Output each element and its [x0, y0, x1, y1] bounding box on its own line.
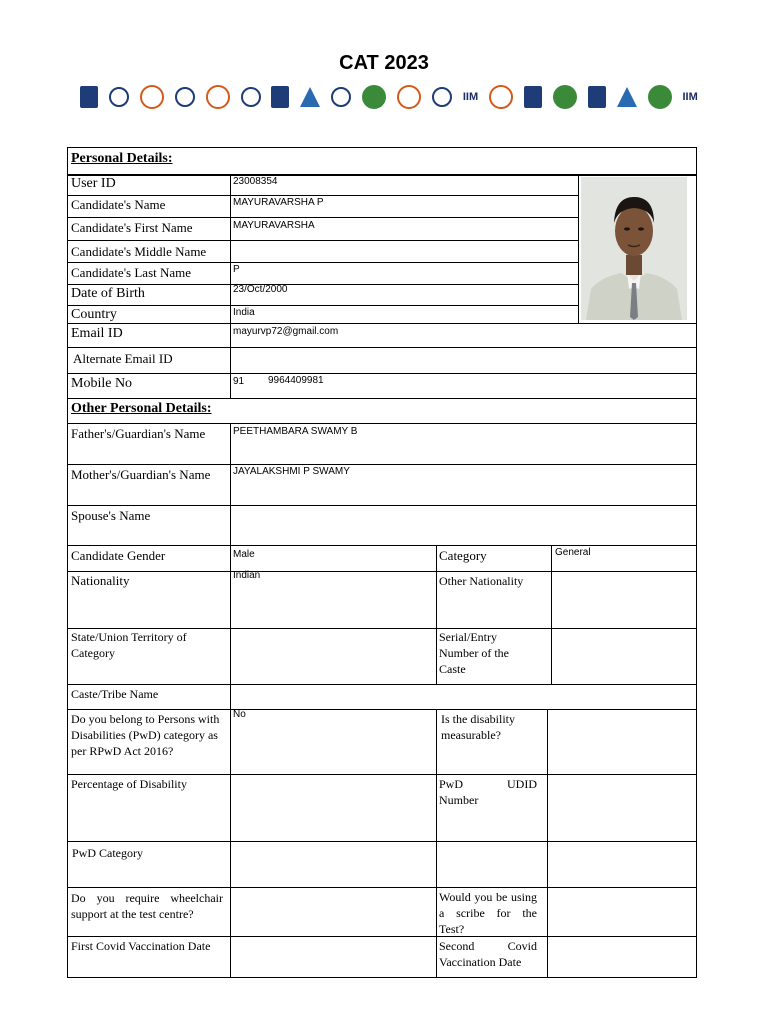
mobile-value: 9964409981	[268, 375, 324, 386]
last-name-value: P	[233, 264, 240, 275]
second-covid-date-label: Second Covid Vaccination Date	[439, 939, 537, 969]
pwd-category-label: PwD Category	[72, 846, 143, 860]
father-name-label: Father's/Guardian's Name	[71, 426, 206, 441]
dob-value: 23/Oct/2000	[233, 284, 288, 295]
mobile-code-value: 91	[233, 376, 245, 387]
nationality-label: Nationality	[71, 573, 130, 588]
iim-final-logo-icon: IIM	[682, 91, 698, 103]
other-nationality-label: Other Nationality	[439, 574, 524, 588]
pwd-value: No	[233, 709, 246, 720]
iim-text-logo-icon: IIM	[462, 91, 479, 103]
mobile-label: Mobile No	[71, 376, 133, 391]
country-value: India	[233, 307, 255, 318]
section-heading-other: Other Personal Details:	[71, 401, 212, 416]
user-id-value: 23008354	[233, 176, 278, 187]
person-silhouette-icon	[581, 177, 687, 320]
gender-label: Candidate Gender	[71, 548, 166, 563]
scribe-label: Would you be using a scribe for the Test?	[439, 890, 537, 936]
user-id-label: User ID	[71, 176, 116, 191]
dob-label: Date of Birth	[71, 286, 145, 301]
state-category-label: State/Union Territory of Category	[71, 630, 187, 660]
alt-email-label: Alternate Email ID	[73, 351, 173, 366]
candidate-photo	[581, 177, 687, 320]
candidate-name-label: Candidate's Name	[71, 197, 166, 212]
page-title: CAT 2023	[339, 52, 429, 74]
first-name-label: Candidate's First Name	[71, 220, 193, 235]
middle-name-label: Candidate's Middle Name	[71, 244, 207, 259]
measurable-label: Is the disability measurable?	[441, 712, 515, 742]
father-name-value: PEETHAMBARA SWAMY B	[233, 426, 358, 437]
gender-value: Male	[233, 549, 255, 560]
mother-name-label: Mother's/Guardian's Name	[71, 467, 211, 482]
first-covid-date-label: First Covid Vaccination Date	[71, 939, 211, 953]
disability-percentage-label: Percentage of Disability	[71, 777, 187, 791]
last-name-label: Candidate's Last Name	[71, 265, 192, 280]
caste-name-label: Caste/Tribe Name	[71, 687, 159, 701]
udid-label: PwD UDID Number	[439, 777, 537, 807]
wheelchair-label: Do you require wheelchair support at the test centre?	[71, 891, 223, 921]
category-value: General	[555, 547, 591, 558]
first-name-value: MAYURAVARSHA	[233, 220, 315, 231]
pwd-question-label: Do you belong to Persons with Disabilities (PwD) category as per RPwD Act 2016?	[71, 712, 220, 758]
candidate-name-value: MAYURAVARSHA P	[233, 197, 324, 208]
email-label: Email ID	[71, 326, 123, 341]
nationality-value: Indian	[233, 570, 261, 581]
spouse-name-label: Spouse's Name	[71, 508, 151, 523]
email-value: mayurvp72@gmail.com	[233, 326, 339, 337]
section-heading-personal: Personal Details:	[71, 151, 173, 166]
mother-name-value: JAYALAKSHMI P SWAMY	[233, 466, 350, 477]
category-label: Category	[439, 548, 487, 563]
serial-number-label: Serial/Entry Number of the Caste	[439, 630, 509, 676]
country-label: Country	[71, 307, 117, 322]
